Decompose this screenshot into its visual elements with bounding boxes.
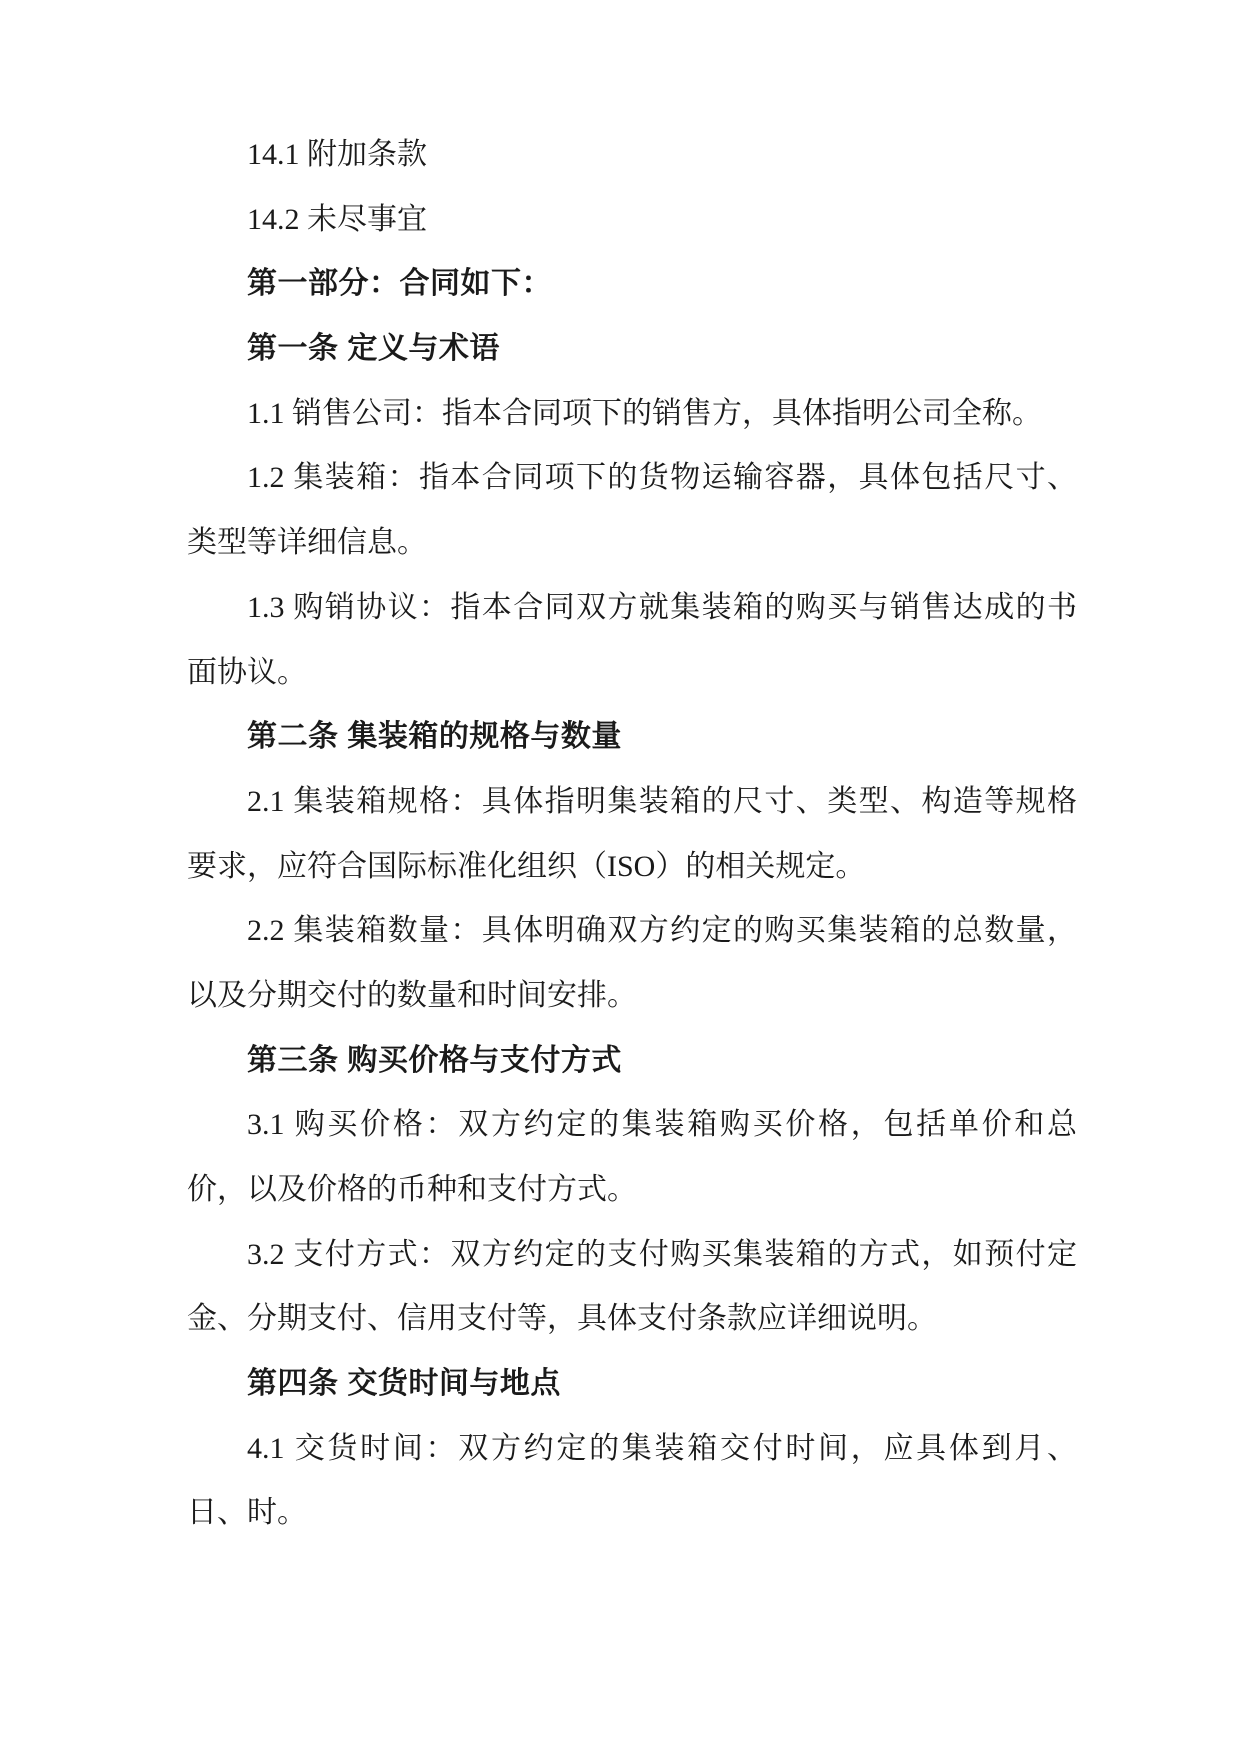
contract-text-block [187,123,1077,1546]
paragraph-line: 要求，应符合国际标准化组织（ISO）的相关规定。 [187,849,866,883]
section-heading: 第四条 交货时间与地点 [247,1367,561,1401]
paragraph-line: 价，以及价格的币种和支付方式。 [187,1173,637,1206]
paragraph-line: 以及分期交付的数量和时间安排。 [187,978,637,1012]
section-heading: 第三条 购买价格与支付方式 [247,1043,622,1077]
paragraph-line: 日、时。 [187,1496,307,1530]
paragraph-line: 3.1 购买价格：双方约定的集装箱购买价格，包括单价和总 [247,1108,1077,1142]
paragraph-line: 1.2 集装箱：指本合同项下的货物运输容器，具体包括尺寸、 [247,461,1077,495]
paragraph-line: 14.2 未尽事宜 [247,202,427,236]
paragraph-line: 2.1 集装箱规格：具体指明集装箱的尺寸、类型、构造等规格 [247,784,1077,818]
paragraph-line: 3.2 支付方式：双方约定的支付购买集装箱的方式，如预付定 [247,1237,1077,1271]
paragraph-line: 1.3 购销协议：指本合同双方就集装箱的购买与销售达成的书 [247,590,1077,624]
section-heading: 第二条 集装箱的规格与数量 [247,720,622,754]
section-heading: 第一条 定义与术语 [247,332,500,366]
paragraph-line: 4.1 交货时间：双方约定的集装箱交付时间，应具体到月、 [247,1431,1077,1465]
paragraph-line: 2.2 集装箱数量：具体明确双方约定的购买集装箱的总数量， [247,914,1077,948]
paragraph-line: 类型等详细信息。 [187,526,427,560]
section-heading: 第一部分：合同如下： [247,267,552,301]
paragraph-line: 14.1 附加条款 [247,138,427,171]
paragraph-line: 金、分期支付、信用支付等，具体支付条款应详细说明。 [187,1302,937,1336]
paragraph-line: 面协议。 [187,655,307,689]
paragraph-line: 1.1 销售公司：指本合同项下的销售方，具体指明公司全称。 [247,396,1042,430]
